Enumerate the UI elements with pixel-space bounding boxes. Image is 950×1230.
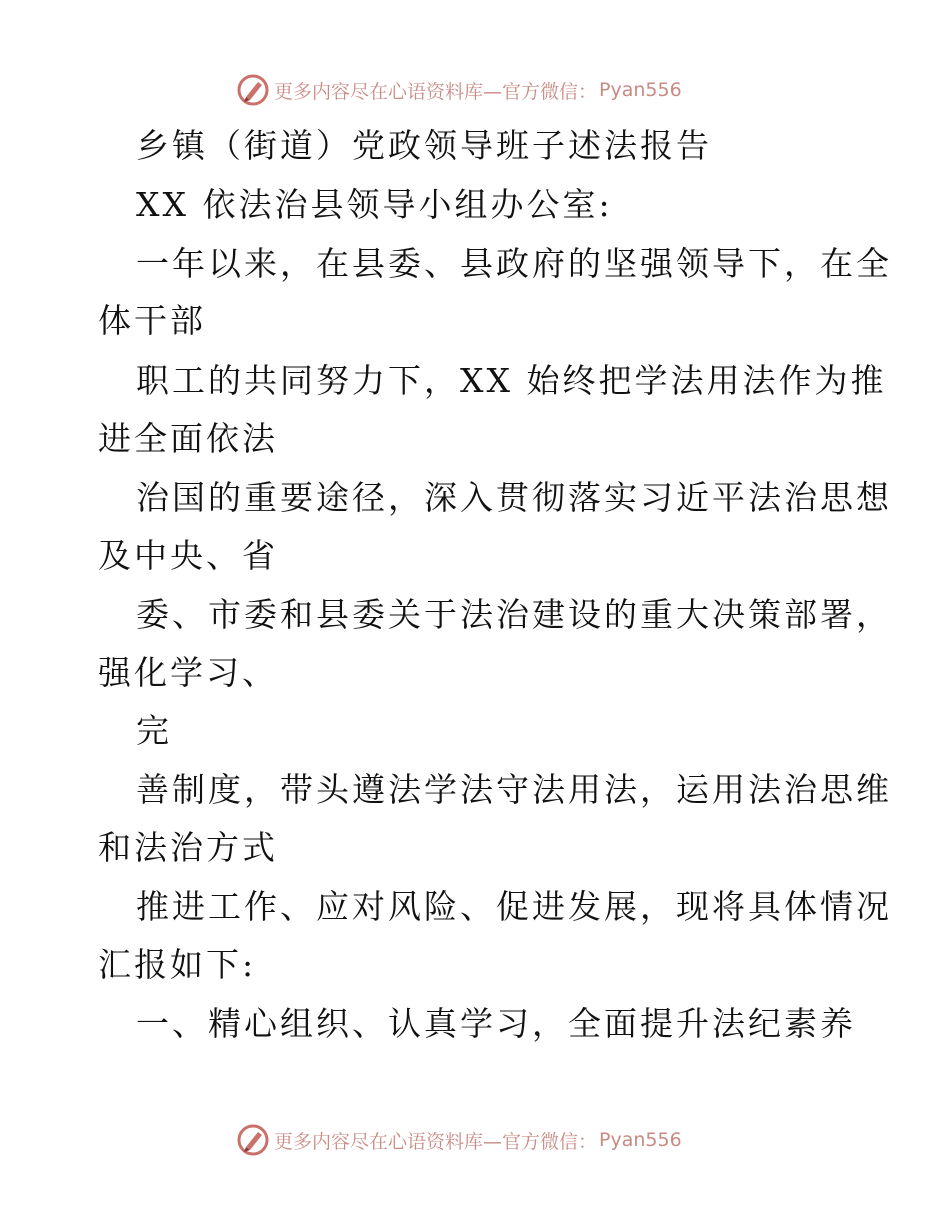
pen-logo-icon <box>236 73 270 107</box>
addressee-line: XX 依法治县领导小组办公室: <box>136 185 613 224</box>
paragraph-line: 完 <box>136 711 172 750</box>
section-heading: 一、精心组织、认真学习，全面提升法纪素养 <box>136 1004 856 1043</box>
paragraph-line: 善制度，带头遵法学法守法用法，运用法治思维 <box>136 770 892 809</box>
paragraph-line: 委、市委和县委关于法治建设的重大决策部署， <box>136 595 892 634</box>
paragraph-line: 和法治方式 <box>98 828 278 867</box>
paragraph-line: 汇报如下: <box>98 945 257 984</box>
paragraph-line: 推进工作、应对风险、促进发展，现将具体情况 <box>136 887 892 926</box>
pen-logo-icon <box>236 1123 270 1157</box>
paragraph-line: 治国的重要途径，深入贯彻落实习近平法治思想 <box>136 478 892 517</box>
document-title: 乡镇（街道）党政领导班子述法报告 <box>136 126 712 165</box>
watermark-wechat-id: Pyan556 <box>599 79 682 101</box>
paragraph-line: 一年以来，在县委、县政府的坚强领导下，在全 <box>136 244 892 283</box>
paragraph-line: 进全面依法 <box>98 419 278 458</box>
watermark-text: 更多内容尽在心语资料库—官方微信： <box>274 1130 598 1153</box>
watermark-wechat-id: Pyan556 <box>599 1129 682 1151</box>
paragraph-line: 体干部 <box>98 301 206 340</box>
header-watermark <box>236 72 682 108</box>
paragraph-line: 职工的共同努力下，XX 始终把学法用法作为推 <box>136 361 887 400</box>
watermark-text: 更多内容尽在心语资料库—官方微信： <box>274 80 598 103</box>
paragraph-line: 及中央、省 <box>98 536 278 575</box>
footer-watermark <box>236 1122 682 1158</box>
paragraph-line: 强化学习、 <box>98 653 278 692</box>
